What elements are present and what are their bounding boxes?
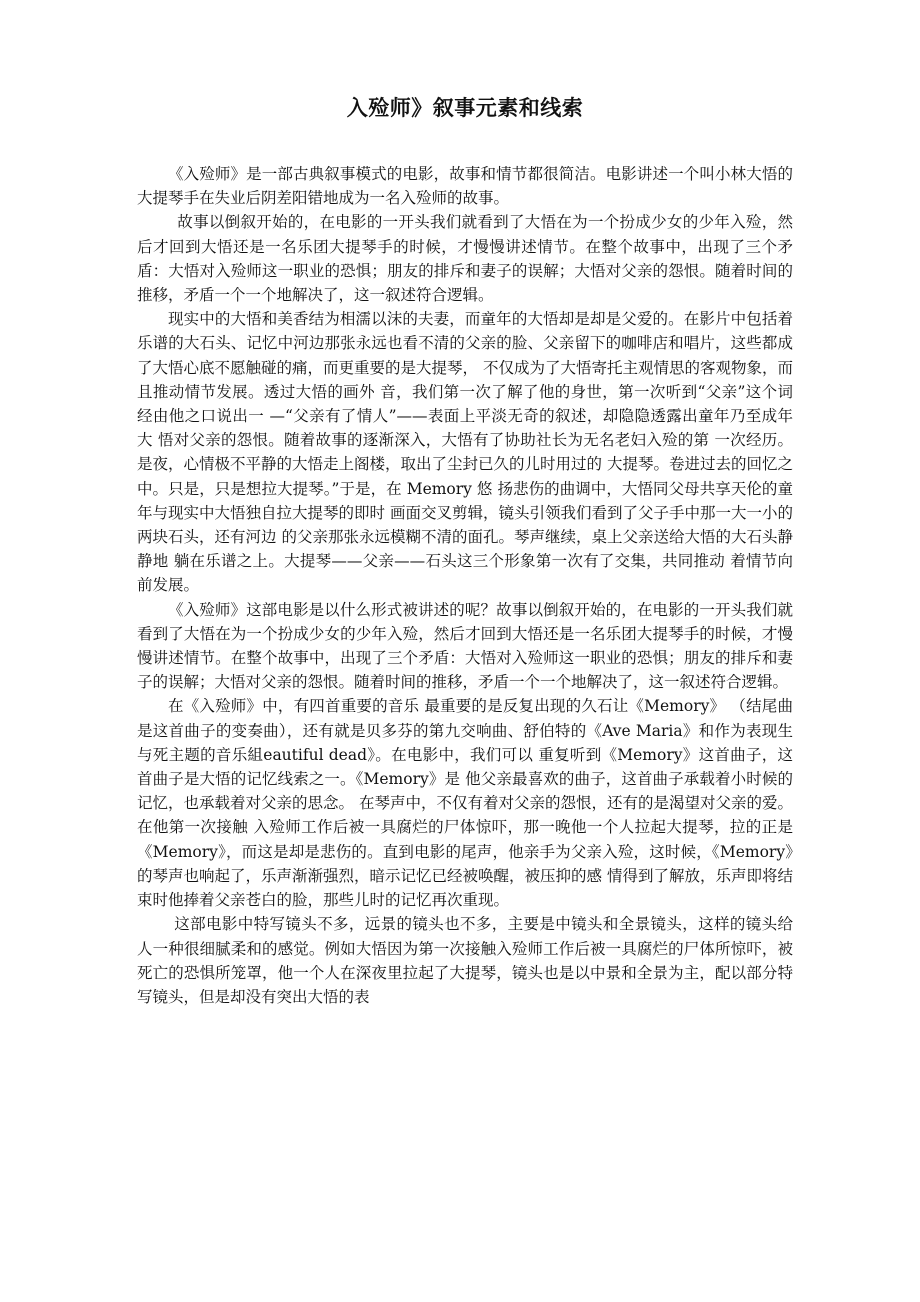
paragraph-6: 这部电影中特写镜头不多，远景的镜头也不多，主要是中镜头和全景镜头，这样的镜头给人一种很细腻柔和的感觉。例如大悟因为第一次接触入殓师工作后被一具腐烂的尸体所惊吓，被死亡的恐惧所笼罩，他一个人在深夜里拉起了大提琴，镜头也是以中景和全景为主，配以部分特写镜头，但是却没有突出大悟的表 (137, 915, 793, 1006)
paragraph-2: 故事以倒叙开始的，在电影的一开头我们就看到了大悟在为一个扮成少女的少年入殓，然后才回到大悟还是一名乐团大提琴手的时候，才慢慢讲述情节。在整个故事中，出现了三个矛盾：大悟对入殓师这一职业的恐惧；朋友的排斥和妻子的误解；大悟对父亲的怨恨。随着时间的推移，矛盾一个一个地解决了，这一叙述符合逻辑。 (137, 213, 793, 305)
paragraph-1: 《入殓师》是一部古典叙事模式的电影，故事和情节都很简洁。电影讲述一个叫小林大悟的大提琴手在失业后阴差阳错地成为一名入殓师的故事。 (137, 165, 793, 208)
document-body (137, 162, 793, 1009)
paragraph-4: 《入殓师》这部电影是以什么形式被讲述的呢？故事以倒叙开始的，在电影的一开头我们就看到了大悟在为一个扮成少女的少年入殓，然后才回到大悟还是一名乐团大提琴手的时候，才慢慢讲述情节。在整个故事中，出现了三个矛盾：大悟对入殓师这一职业的恐惧；朋友的排斥和妻子的误解；大悟对父亲的怨恨。随着时间的推移，矛盾一个一个地解决了，这一叙述符合逻辑。 (137, 600, 793, 692)
document-page (137, 92, 793, 1009)
paragraph-3: 现实中的大悟和美香结为相濡以沫的夫妻，而童年的大悟却是却是父爱的。在影片中包括着乐谱的大石头、记忆中河边那张永远也看不清的父亲的脸、父亲留下的咖啡店和唱片，这些都成了大悟心底不愿触碰的痛，而更重要的是大提琴， 不仅成为了大悟寄托主观情思的客观物象，而且推动情节发展。透过大悟的画外 音，我们第一次了解了他的身世，第一次听到“父亲”这个词经由他之口说出一 —“父亲有了情人”——表面上平淡无奇的叙述，却隐隐透露出童年乃至成年大 悟对父亲的怨恨。随着故事的逐渐深入，大悟有了协助社长为无名老妇入殓的第 一次经历。是夜，心情极不平静的大悟走上阁楼，取出了尘封已久的儿时用过的 大提琴。卷进过去的回忆之中。只是，只是想拉大提琴。”于是，在 Memory 悠 扬悲伤的曲调中，大悟同父母共享天伦的童年与现实中大悟独自拉大提琴的即时 画面交叉剪辑，镜头引领我们看到了父子手中那一大一小的两块石头，还有河边 的父亲那张永远模糊不清的面孔。琴声继续，桌上父亲送给大悟的大石头静静地 躺在乐谱之上。大提琴——父亲——石头这三个形象第一次有了交集，共同推动 着情节向前发展。 (137, 310, 793, 595)
paragraph-5: 在《入殓师》中，有四首重要的音乐 最重要的是反复出现的久石让《Memory》 （结尾曲是这首曲子的变奏曲），还有就是贝多芬的第九交响曲、舒伯特的《Ave Maria》和作为表现生与死主题的音乐組eautiful dead》。在电影中，我们可以 重复听到《Memory》这首曲子，这首曲子是大悟的记忆线索之一。《Memory》是 他父亲最喜欢的曲子，这首曲子承载着小时候的记忆，也承载着对父亲的思念。 在琴声中，不仅有着对父亲的怨恨，还有的是渴望对父亲的爱。在他第一次接触 入殓师工作后被一具腐烂的尸体惊吓，那一晚他一个人拉起大提琴，拉的正是 《Memory》，而这是却是悲伤的。直到电影的尾声，他亲手为父亲入殓，这时候，《Memory》的琴声也响起了，乐声渐渐强烈，暗示记忆已经被唤醒，被压抑的感 情得到了解放，乐声即将结束时他捧着父亲苍白的脸，那些儿时的记忆再次重现。 (137, 697, 793, 910)
document-title: 入殓师》叙事元素和线索 (346, 96, 584, 120)
